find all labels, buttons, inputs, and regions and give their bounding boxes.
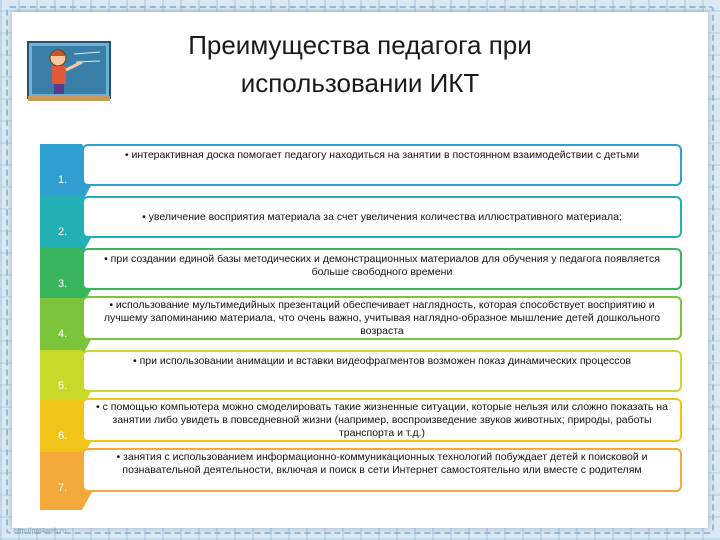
item-number: 6. xyxy=(58,430,68,442)
list-item xyxy=(40,298,686,348)
item-text: • использование мультимедийных презентаций обеспечивает наглядность, которая способствует восприятию и лучшему запоминанию материала, что очень важно, учитывая наглядно-образное мышление детей дошкольного возраста xyxy=(82,296,682,340)
item-number: 2. xyxy=(58,226,68,238)
item-number: 5. xyxy=(58,380,68,392)
item-number: 3. xyxy=(58,278,68,290)
list-item xyxy=(40,400,686,450)
teacher-illustration-icon xyxy=(26,40,112,104)
item-text: • с помощью компьютера можно смоделировать такие жизненные ситуации, которые нельзя или сложно показать на занятии либо увидеть в повседневной жизни (например, воспроизведение звуков животных; природы, работы транспорта и т.д.) xyxy=(82,398,682,442)
title-line-2: использовании ИКТ xyxy=(240,68,480,98)
item-number: 4. xyxy=(58,328,68,340)
list-item xyxy=(40,350,686,400)
list-item xyxy=(40,452,686,502)
item-text: • при создании единой базы методических и демонстрационных материалов для обучения у педагога появляется больше свободного времени xyxy=(82,248,682,290)
list-item xyxy=(40,196,686,246)
item-number: 7. xyxy=(58,482,68,494)
item-text: • занятия с использованием информационно-коммуникационных технологий побуждает детей к поисковой и познавательной деятельности, включая и поиск в сети Интернет самостоятельно или вместе с родителям xyxy=(82,448,682,492)
item-text: • интерактивная доска помогает педагогу находиться на занятии в постоянном взаимодействии с детьми xyxy=(82,144,682,186)
list-item xyxy=(40,144,686,194)
item-text: • увеличение восприятия материала за счет увеличения количества иллюстративного материала; xyxy=(82,196,682,238)
item-number: 1. xyxy=(58,174,68,186)
title-line-1: Преимущества педагога при xyxy=(188,30,532,60)
footer-url: http://ppt4web.ru xyxy=(14,528,67,535)
page-title xyxy=(120,26,600,102)
list-item xyxy=(40,248,686,298)
item-text: • при использовании анимации и вставки видеофрагментов возможен показ динамических процессов xyxy=(82,350,682,392)
